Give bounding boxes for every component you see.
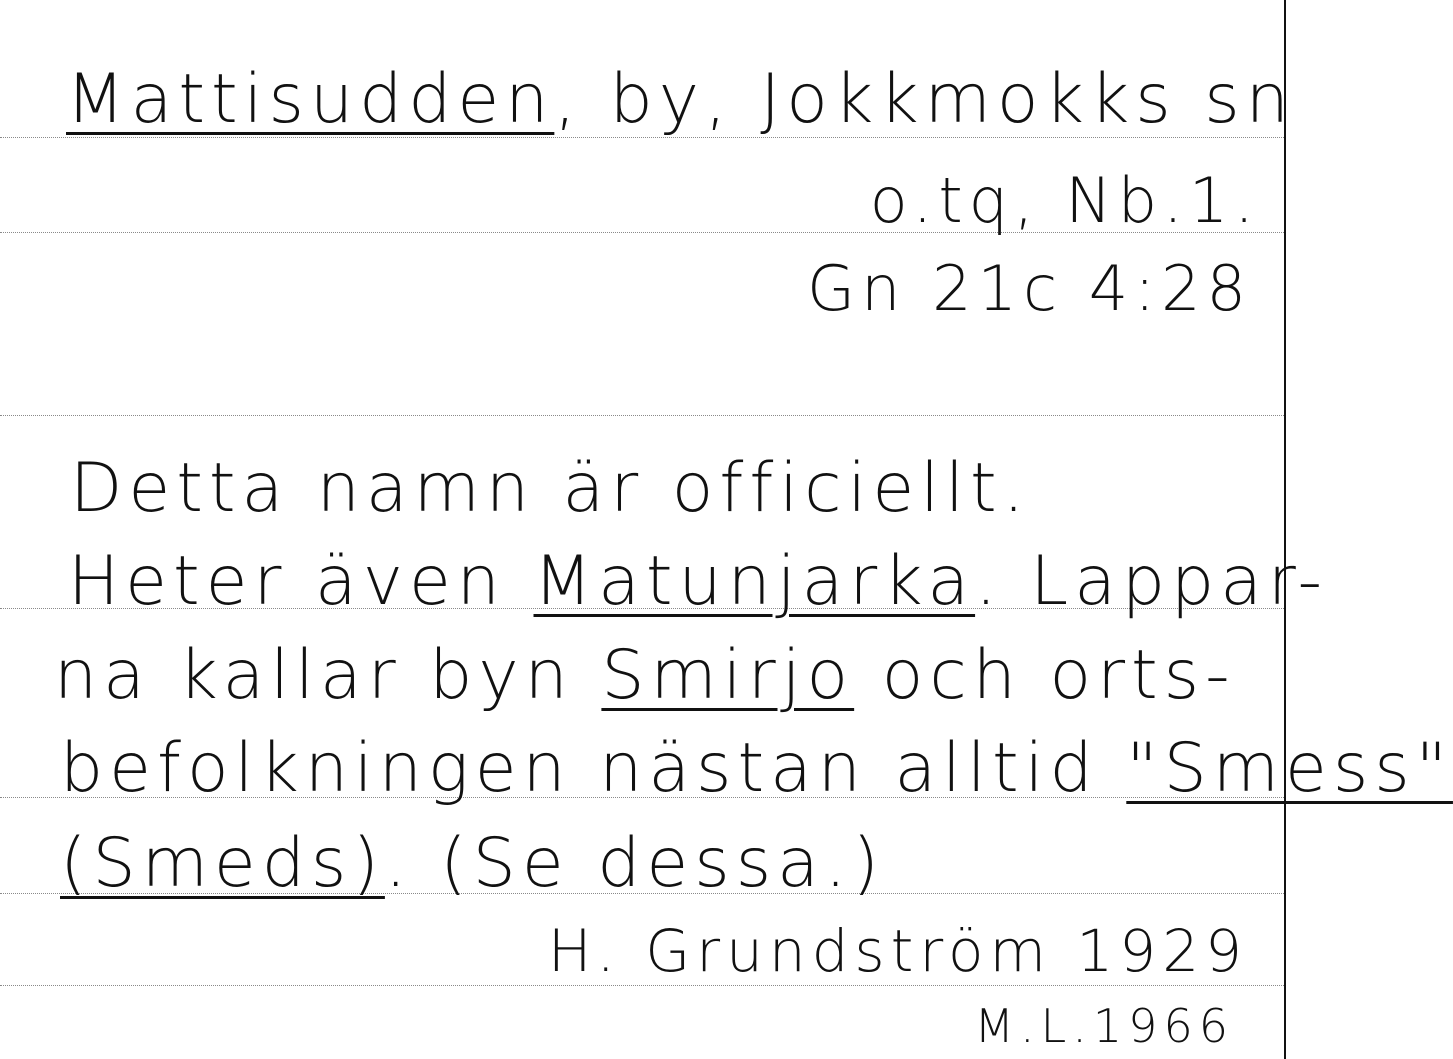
underlined-name: (Smeds) [60,824,385,903]
header-line [66,60,1295,139]
body-line [68,542,1329,621]
body-text-segment: . Lappar- [975,542,1329,621]
sheet-reference: Gn 21c 4:28 [807,252,1252,325]
underlined-name: Smirjo [601,636,855,715]
body-line [60,729,1453,808]
body-text-segment: Heter även [68,542,534,621]
body-line [54,636,1236,715]
card-edge [1284,0,1286,1059]
body-line [70,449,1031,528]
map-reference: o.tq, Nb.1. [869,164,1260,237]
signature: H. Grundström 1929 [547,917,1248,985]
body-line [60,824,885,903]
body-text-segment: befolkningen nästan alltid [60,729,1127,808]
ruled-line [0,415,1284,416]
annotation: M.L.1966 [974,999,1234,1053]
ruled-line [0,985,1284,986]
body-text-segment: na kallar byn [54,636,602,715]
underlined-name: "Smess" [1126,729,1453,808]
header-rest: , by, Jokkmokks sn [554,60,1295,139]
body-text-segment: och orts- [854,636,1236,715]
body-text-segment: . (Se dessa.) [384,824,885,903]
underlined-name: Matunjarka [533,542,976,621]
place-name: Mattisudden [66,60,555,139]
body-text-segment: Detta namn är officiellt. [70,449,1031,528]
